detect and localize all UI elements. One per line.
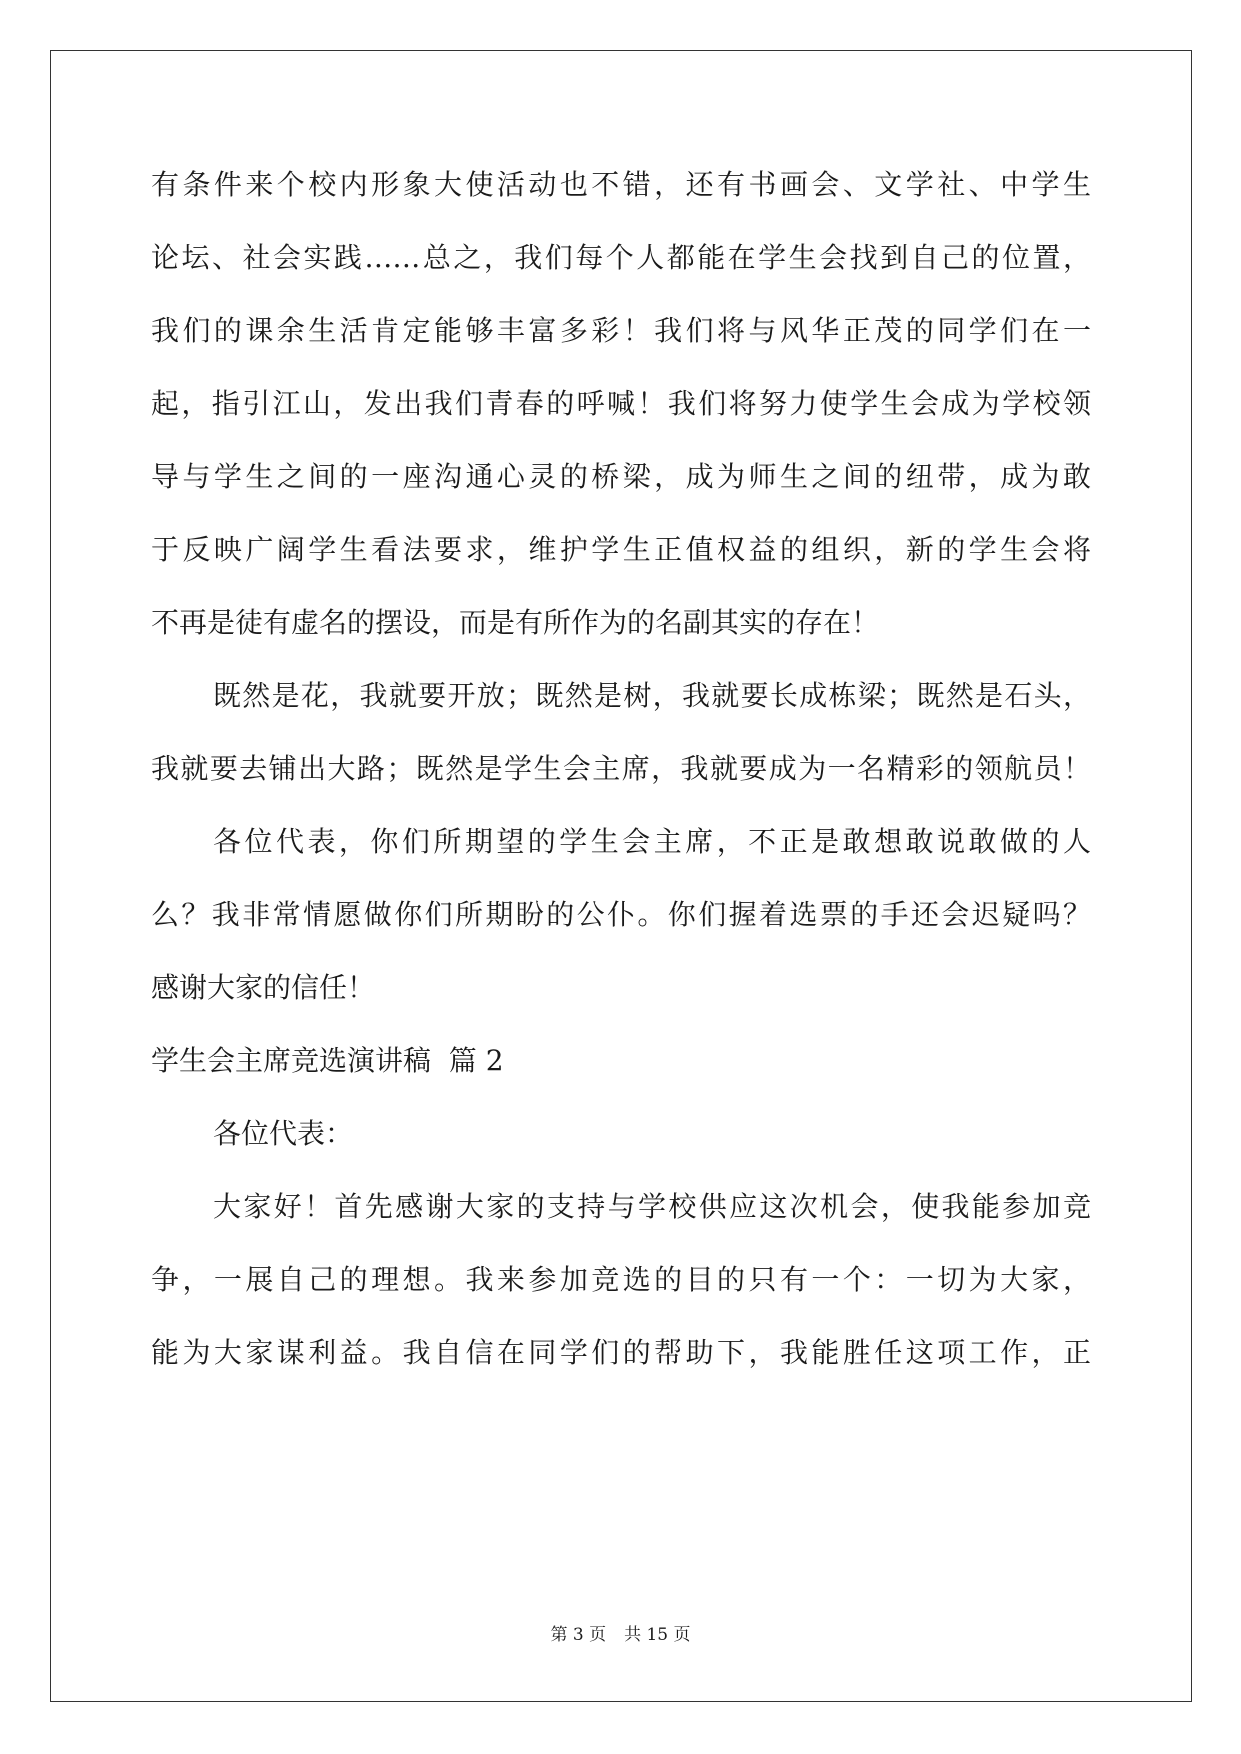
- section-heading: 学生会主席竞选演讲稿 篇 2: [151, 1044, 504, 1077]
- text-line: 起，指引江山，发出我们青春的呼喊！我们将努力使学生会成为学校领: [151, 387, 1091, 420]
- text-line: 么？我非常情愿做你们所期盼的公仆。你们握着选票的手还会迟疑吗？: [151, 898, 1091, 931]
- text-line: 论坛、社会实践……总之，我们每个人都能在学生会找到自己的位置，: [151, 241, 1091, 274]
- text-line: 争，一展自己的理想。我来参加竞选的目的只有一个：一切为大家，: [151, 1263, 1091, 1296]
- page-number-total: 共 15 页: [624, 1625, 691, 1645]
- text-line: 有条件来个校内形象大使活动也不错，还有书画会、文学社、中学生: [151, 168, 1091, 201]
- text-line: 感谢大家的信任！: [151, 971, 376, 1004]
- page-footer: [0, 1620, 1241, 1645]
- text-line: 不再是徒有虚名的摆设，而是有所作为的名副其实的存在！: [151, 606, 880, 639]
- paragraph-start-line: 各位代表，你们所期望的学生会主席，不正是敢想敢说敢做的人: [213, 825, 1091, 858]
- text-line: 我们的课余生活肯定能够丰富多彩！我们将与风华正茂的同学们在一: [151, 314, 1091, 347]
- page-border: [50, 50, 1192, 1702]
- text-line: 于反映广阔学生看法要求，维护学生正值权益的组织，新的学生会将: [151, 533, 1091, 566]
- text-line: 我就要去铺出大路；既然是学生会主席，我就要成为一名精彩的领航员！: [151, 752, 1091, 785]
- text-line: 能为大家谋利益。我自信在同学们的帮助下，我能胜任这项工作，正: [151, 1336, 1091, 1369]
- paragraph-start-line: 既然是花，我就要开放；既然是树，我就要长成栋梁；既然是石头，: [213, 679, 1091, 712]
- page-number-current: 第 3 页: [550, 1625, 607, 1645]
- salutation-line: 各位代表：: [213, 1117, 354, 1150]
- text-line: 导与学生之间的一座沟通心灵的桥梁，成为师生之间的纽带，成为敢: [151, 460, 1091, 493]
- paragraph-start-line: 大家好！首先感谢大家的支持与学校供应这次机会，使我能参加竞: [213, 1190, 1091, 1223]
